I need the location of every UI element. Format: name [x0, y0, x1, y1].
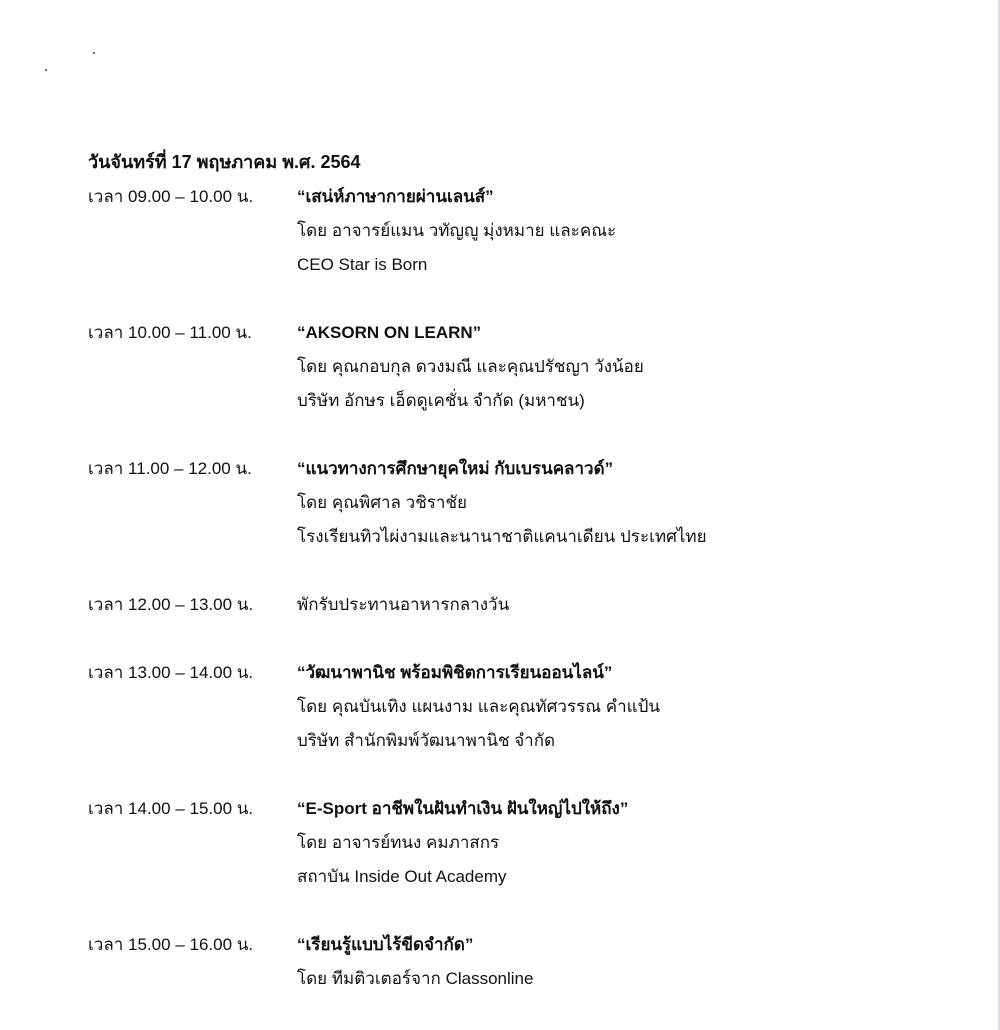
session-title: “E-Sport อาชีพในฝันทำเงิน ฝันใหญ่ไปให้ถึง” — [297, 799, 629, 818]
session-details — [297, 180, 977, 282]
session-speaker: โดย คุณกอบกุล ดวงมณี และคุณปรัชญา วังน้อย — [297, 357, 644, 376]
session-title: “เสน่ห์ภาษากายผ่านเลนส์” — [297, 187, 494, 206]
session-speaker: โดย คุณพิศาล วชิราชัย — [297, 493, 467, 512]
session-speaker: โดย อาจารย์แมน วทัญญู มุ่งหมาย และคณะ — [297, 221, 617, 240]
session-time: เวลา 10.00 – 11.00 น. — [88, 323, 252, 342]
session-details — [297, 316, 977, 418]
session-organization: CEO Star is Born — [297, 255, 428, 274]
session-title: “AKSORN ON LEARN” — [297, 323, 482, 342]
session-time: เวลา 14.00 – 15.00 น. — [88, 799, 254, 818]
session-title: “แนวทางการศึกษายุคใหม่ กับเบรนคลาวด์” — [297, 459, 614, 478]
session-title: “เรียนรู้แบบไร้ขีดจำกัด” — [297, 935, 474, 954]
session-details — [297, 928, 977, 996]
session-speaker: โดย คุณบันเทิง แผนงาม และคุณทัศวรรณ คำแป้น — [297, 697, 661, 716]
session-time: เวลา 12.00 – 13.00 น. — [88, 595, 254, 614]
session-title: “วัฒนาพานิช พร้อมพิชิตการเรียนออนไลน์” — [297, 663, 613, 682]
session-details — [297, 792, 977, 894]
session-break-title: พักรับประทานอาหารกลางวัน — [297, 595, 510, 614]
session-speaker: โดย ทีมติวเตอร์จาก Classonline — [297, 969, 534, 988]
session-details — [297, 452, 977, 554]
session-time: เวลา 15.00 – 16.00 น. — [88, 935, 254, 954]
session-speaker: โดย อาจารย์ทนง คมภาสกร — [297, 833, 500, 852]
session-details — [297, 656, 977, 758]
session-organization: สถาบัน Inside Out Academy — [297, 867, 507, 886]
scan-speck — [45, 69, 47, 71]
date-heading: วันจันทร์ที่ 17 พฤษภาคม พ.ศ. 2564 — [88, 152, 361, 172]
session-time: เวลา 09.00 – 10.00 น. — [88, 187, 254, 206]
session-time: เวลา 11.00 – 12.00 น. — [88, 459, 252, 478]
session-organization: บริษัท สำนักพิมพ์วัฒนาพานิช จำกัด — [297, 731, 556, 750]
session-details — [297, 588, 977, 622]
scan-speck — [93, 52, 95, 54]
session-organization: บริษัท อักษร เอ็ดดูเคชั่น จำกัด (มหาชน) — [297, 391, 585, 410]
session-organization: โรงเรียนทิวไผ่งามและนานาชาติแคนาเดียน ประเทศไทย — [297, 527, 707, 546]
session-time: เวลา 13.00 – 14.00 น. — [88, 663, 254, 682]
